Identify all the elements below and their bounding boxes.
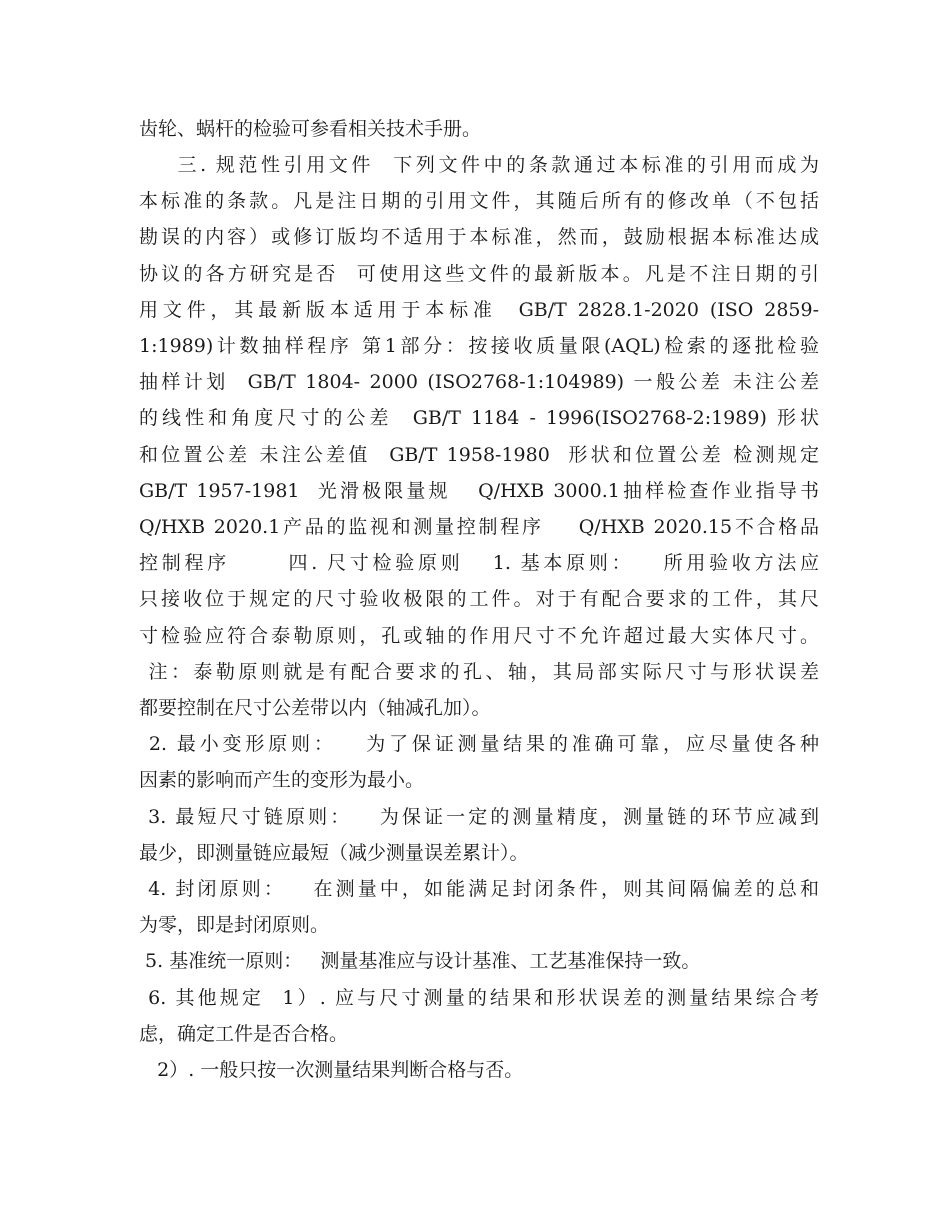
text-line: 三. 规范性引用文件 下列文件中的条款通过本标准的引用而成为 (139, 154, 819, 176)
text-line: 协议的各方研究是否 可使用这些文件的最新版本。凡是不注日期的引 (139, 263, 819, 285)
text-line: 用文件，其最新版本适用于本标准 GB/T 2828.1-2020 (ISO 2859- (139, 299, 819, 321)
text-line: 控制程序 四. 尺寸检验原则 1. 基本原则： 所用验收方法应 (139, 552, 819, 574)
text-line: 虑，确定工件是否合格。 (139, 1023, 349, 1045)
text-line: 6. 其他规定 1）. 应与尺寸测量的结果和形状误差的测量结果综合考 (139, 987, 819, 1009)
text-line: 和位置公差 未注公差值 GB/T 1958-1980 形状和位置公差 检测规定 (139, 444, 819, 466)
text-line: 的线性和角度尺寸的公差 GB/T 1184 - 1996(ISO2768-2:1989) 形状 (139, 407, 819, 429)
text-line: 为零，即是封闭原则。 (139, 914, 330, 936)
text-line: 齿轮、蜗杆的检验可参看相关技术手册。 (139, 118, 482, 140)
text-line: GB/T 1957-1981 光滑极限量规 Q/HXB 3000.1抽样检查作业指导书 (139, 480, 819, 502)
text-line: 本标准的条款。凡是注日期的引用文件，其随后所有的修改单（不包括 (139, 190, 819, 212)
text-line: 抽样计划 GB/T 1804- 2000 (ISO2768-1:104989) 一般公差 未注公差 (139, 371, 819, 393)
text-line: 3. 最短尺寸链原则： 为保证一定的测量精度，测量链的环节应减到 (139, 806, 819, 828)
text-line: 2. 最小变形原则： 为了保证测量结果的准确可靠，应尽量使各种 (139, 733, 819, 755)
text-line: 5. 基准统一原则： 测量基准应与设计基准、工艺基准保持一致。 (139, 950, 701, 972)
text-line: 因素的影响而产生的变形为最小。 (139, 769, 425, 791)
text-line: 2）. 一般只按一次测量结果判断合格与否。 (139, 1059, 524, 1081)
text-line: 勘误的内容）或修订版均不适用于本标准，然而，鼓励根据本标准达成 (139, 226, 819, 248)
text-line: 只接收位于规定的尺寸验收极限的工件。对于有配合要求的工件，其尺 (139, 588, 819, 610)
text-line: 最少，即测量链应最短（减少测量误差累计）。 (139, 842, 529, 864)
text-line: 寸检验应符合泰勒原则，孔或轴的作用尺寸不允许超过最大实体尺寸。 (139, 625, 819, 647)
text-line: 4. 封闭原则： 在测量中，如能满足封闭条件，则其间隔偏差的总和 (139, 878, 819, 900)
text-line: 注：泰勒原则就是有配合要求的孔、轴，其局部实际尺寸与形状误差 (139, 661, 819, 683)
text-line: 都要控制在尺寸公差带以内（轴减孔加）。 (139, 697, 491, 719)
text-line: Q/HXB 2020.1产品的监视和测量控制程序 Q/HXB 2020.15不合格品 (139, 516, 819, 538)
text-line: 1:1989)计数抽样程序 第1部分：按接收质量限(AQL)检索的逐批检验 (139, 335, 819, 357)
